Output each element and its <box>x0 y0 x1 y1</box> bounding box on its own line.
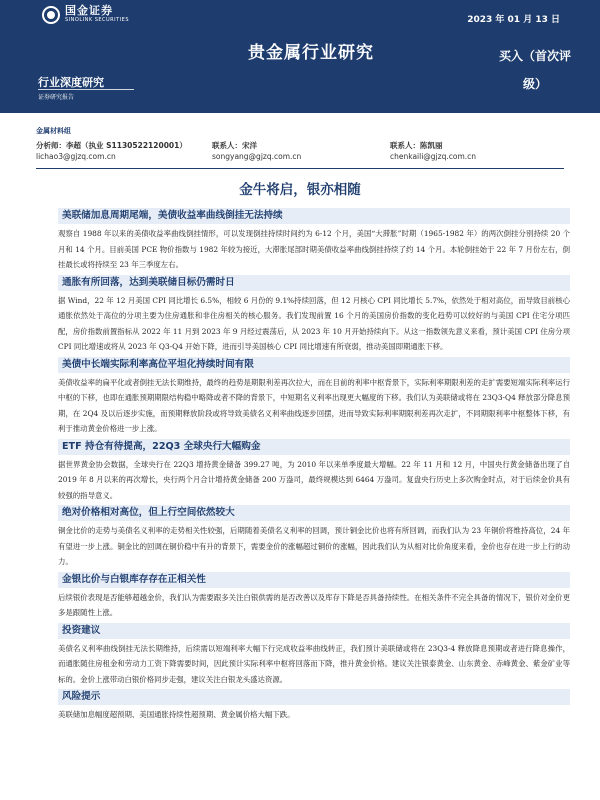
section-heading: 通胀有所回落，达到美联储目标仍需时日 <box>58 275 570 291</box>
document-title: 金牛将启，银亦相随 <box>239 182 361 198</box>
contact-name-1: 联系人：宋洋 <box>212 141 257 150</box>
section-paragraph: 铜金比价的走势与美债名义利率的走势相关性较强，后期随着美债名义利率的回调，预计铜金比价也将有所回调，而我们认为 23 年铜价将维持高位，24 年有望进一步上涨。铜金比的回调在铜价稳中有升的背景下，需要金价的涨幅超过铜价的涨幅，因此我们认为从相对比价角度来看，金价也存在进一步上行的动力。 <box>58 526 570 566</box>
analyst-name: 分析师：李超（执业 S1130522120001） <box>36 141 187 150</box>
section-heading: 美联储加息周期尾端，美债收益率曲线倒挂无法持续 <box>58 208 570 224</box>
logo-en-text: SINOLINK SECURITIES <box>65 17 129 23</box>
section-etf-central-bank <box>58 439 570 504</box>
section-risk-warning <box>58 689 570 723</box>
section-paragraph: 美债收益率的扁平化或者倒挂无法长期维持，最终的趋势是期限利差再次拉大，而在目前的利率中枢背景下，实际利率期限利差的走扩需要短端实际利率运行中枢的下移，也即在通胀预期期限结构稳中略降或者不降的背景下，中短期名义利率出现更大幅度的下移。我们认为美联储或将在 23Q3-Q4 释放部分降息预期，在 2Q4 及以后逐步实施，而预期释放阶段或将导致美债名义利率曲线逐步回摆，进而导致实际利率期限利差再次走扩，不同期限利率中枢整体下移，有利于推动黄金价格进一步上涨。 <box>58 377 570 433</box>
contact-name-2: 联系人：陈凯丽 <box>390 141 443 150</box>
logo-cn-text: 国金证券 <box>65 4 113 17</box>
analyst-block <box>36 140 187 162</box>
section-paragraph: 据世界黄金协会数据，全球央行在 22Q3 增持黄金储备 399.27 吨，为 2010 年以来单季度最大增幅。22 年 11 月和 12 月，中国央行黄金储备出现了自 2019 年 8 月以来的再次增长，央行两个月合计增持黄金储备 200 万盎司，最终规模达到 6464 万盎司。复盘央行历史上多次购金时点，对于后续金价具有较强的指导意义。 <box>58 459 570 500</box>
contact-block-1 <box>212 140 301 162</box>
section-heading: 风险提示 <box>58 689 570 705</box>
report-industry-title: 贵金属行业研究 <box>248 43 374 63</box>
section-real-rate <box>58 357 570 437</box>
section-heading: 绝对价格相对高位，但上行空间依然较大 <box>58 505 570 521</box>
divider-line <box>36 168 564 169</box>
section-heading: 投资建议 <box>58 623 570 639</box>
contact-email-1: songyang@gjzq.com.cn <box>212 152 302 161</box>
report-subtype: 证券研究报告 <box>38 94 75 101</box>
section-gold-silver-ratio <box>58 572 570 621</box>
section-investment-advice <box>58 623 570 688</box>
report-body <box>58 208 570 725</box>
section-price-level <box>58 505 570 570</box>
rating-label: 买入（首次评级） <box>498 49 571 91</box>
section-paragraph: 后续银价表现是否能够超越金价，我们认为需要跟多关注白银供需的是否改善以及库存下降是否具备持续性。在相关条件不完全具备的情况下，银价对金价更多是跟随性上涨。 <box>58 592 570 617</box>
report-date: 2023 年 01 月 13 日 <box>467 15 560 25</box>
company-logo <box>42 4 129 24</box>
contact-email-2: chenkaili@gjzq.com.cn <box>390 152 477 161</box>
logo-mark-icon <box>42 6 60 24</box>
research-group: 金属材料组 <box>36 127 71 135</box>
section-paragraph: 据 Wind，22 年 12 月美国 CPI 同比增长 6.5%，相较 6 月份的 9.1%持续回落，但 12 月核心 CPI 同比增长 5.7%，依然处于相对高位，而导致目前核心通胀依然处于高位的分项主要为住房通胀和非住房相关的核心服务。我们发现前置 16 个月的美国房价指数的变化趋势可以较好的与美国 CPI 住宅分项匹配，房价指数前置指标从 2022 年 11 月到 2023 年 9 月经过震荡后，从 2023 年 10 月开始持续向下。从这一指数领先意义来看，预计美国 CPI 住房分项 CPI 同比增速或将从 2023 年 Q3-Q4 开始下降，进而引导美国核心 CPI 同比增速有所衰弱，推动美国即期通胀下移。 <box>58 295 570 351</box>
section-heading: 金银比价与白银库存存在正相关性 <box>58 572 570 588</box>
section-paragraph: 观察自 1988 年以来的美债收益率曲线倒挂情形，可以发现倒挂持续时间约为 6-12 个月，美国“大滞胀”时期（1965-1982 年）的两次倒挂分别持续 20 个月和 14 个月。目前美国 PCE 物价指数与 1982 年较为接近，大滞胀尾部时期美债收益率曲线倒挂持续了约 14 个月。本轮倒挂始于 22 年 7 月份左右，倒挂最长或将持续至 23 年三季度左右。 <box>58 229 570 269</box>
section-paragraph: 美联储加息幅度超预期、美国通胀持续性超预期、黄金属价格大幅下跌。 <box>58 710 295 719</box>
section-rate-curve <box>58 208 570 273</box>
report-header <box>0 0 600 113</box>
contact-block-2 <box>390 140 476 162</box>
section-inflation <box>58 275 570 355</box>
analyst-email: lichao3@gjzq.com.cn <box>36 152 116 161</box>
header-divider <box>38 89 134 90</box>
section-heading: 美债中长端实际利率高位平坦化持续时间有限 <box>58 357 570 373</box>
section-paragraph: 美债名义利率曲线倒挂无法长期维持，后续需以短端利率大幅下行完成收益率曲线转正，我们预计美联储或将在 23Q3-4 释放降息预期或者进行降息操作，而通胀随住房租金和劳动力工资下降需要时间，因此预计实际利率中枢将回落而下降，推升黄金价格。建议关注银泰黄金、山东黄金、赤峰黄金、紫金矿业等标的。金价上涨带动白银价格同步走强，建议关注白银龙头盛达资源。 <box>58 643 570 684</box>
report-type: 行业深度研究 <box>38 76 104 89</box>
section-heading: ETF 持仓有待提高，22Q3 全球央行大幅购金 <box>58 439 570 455</box>
